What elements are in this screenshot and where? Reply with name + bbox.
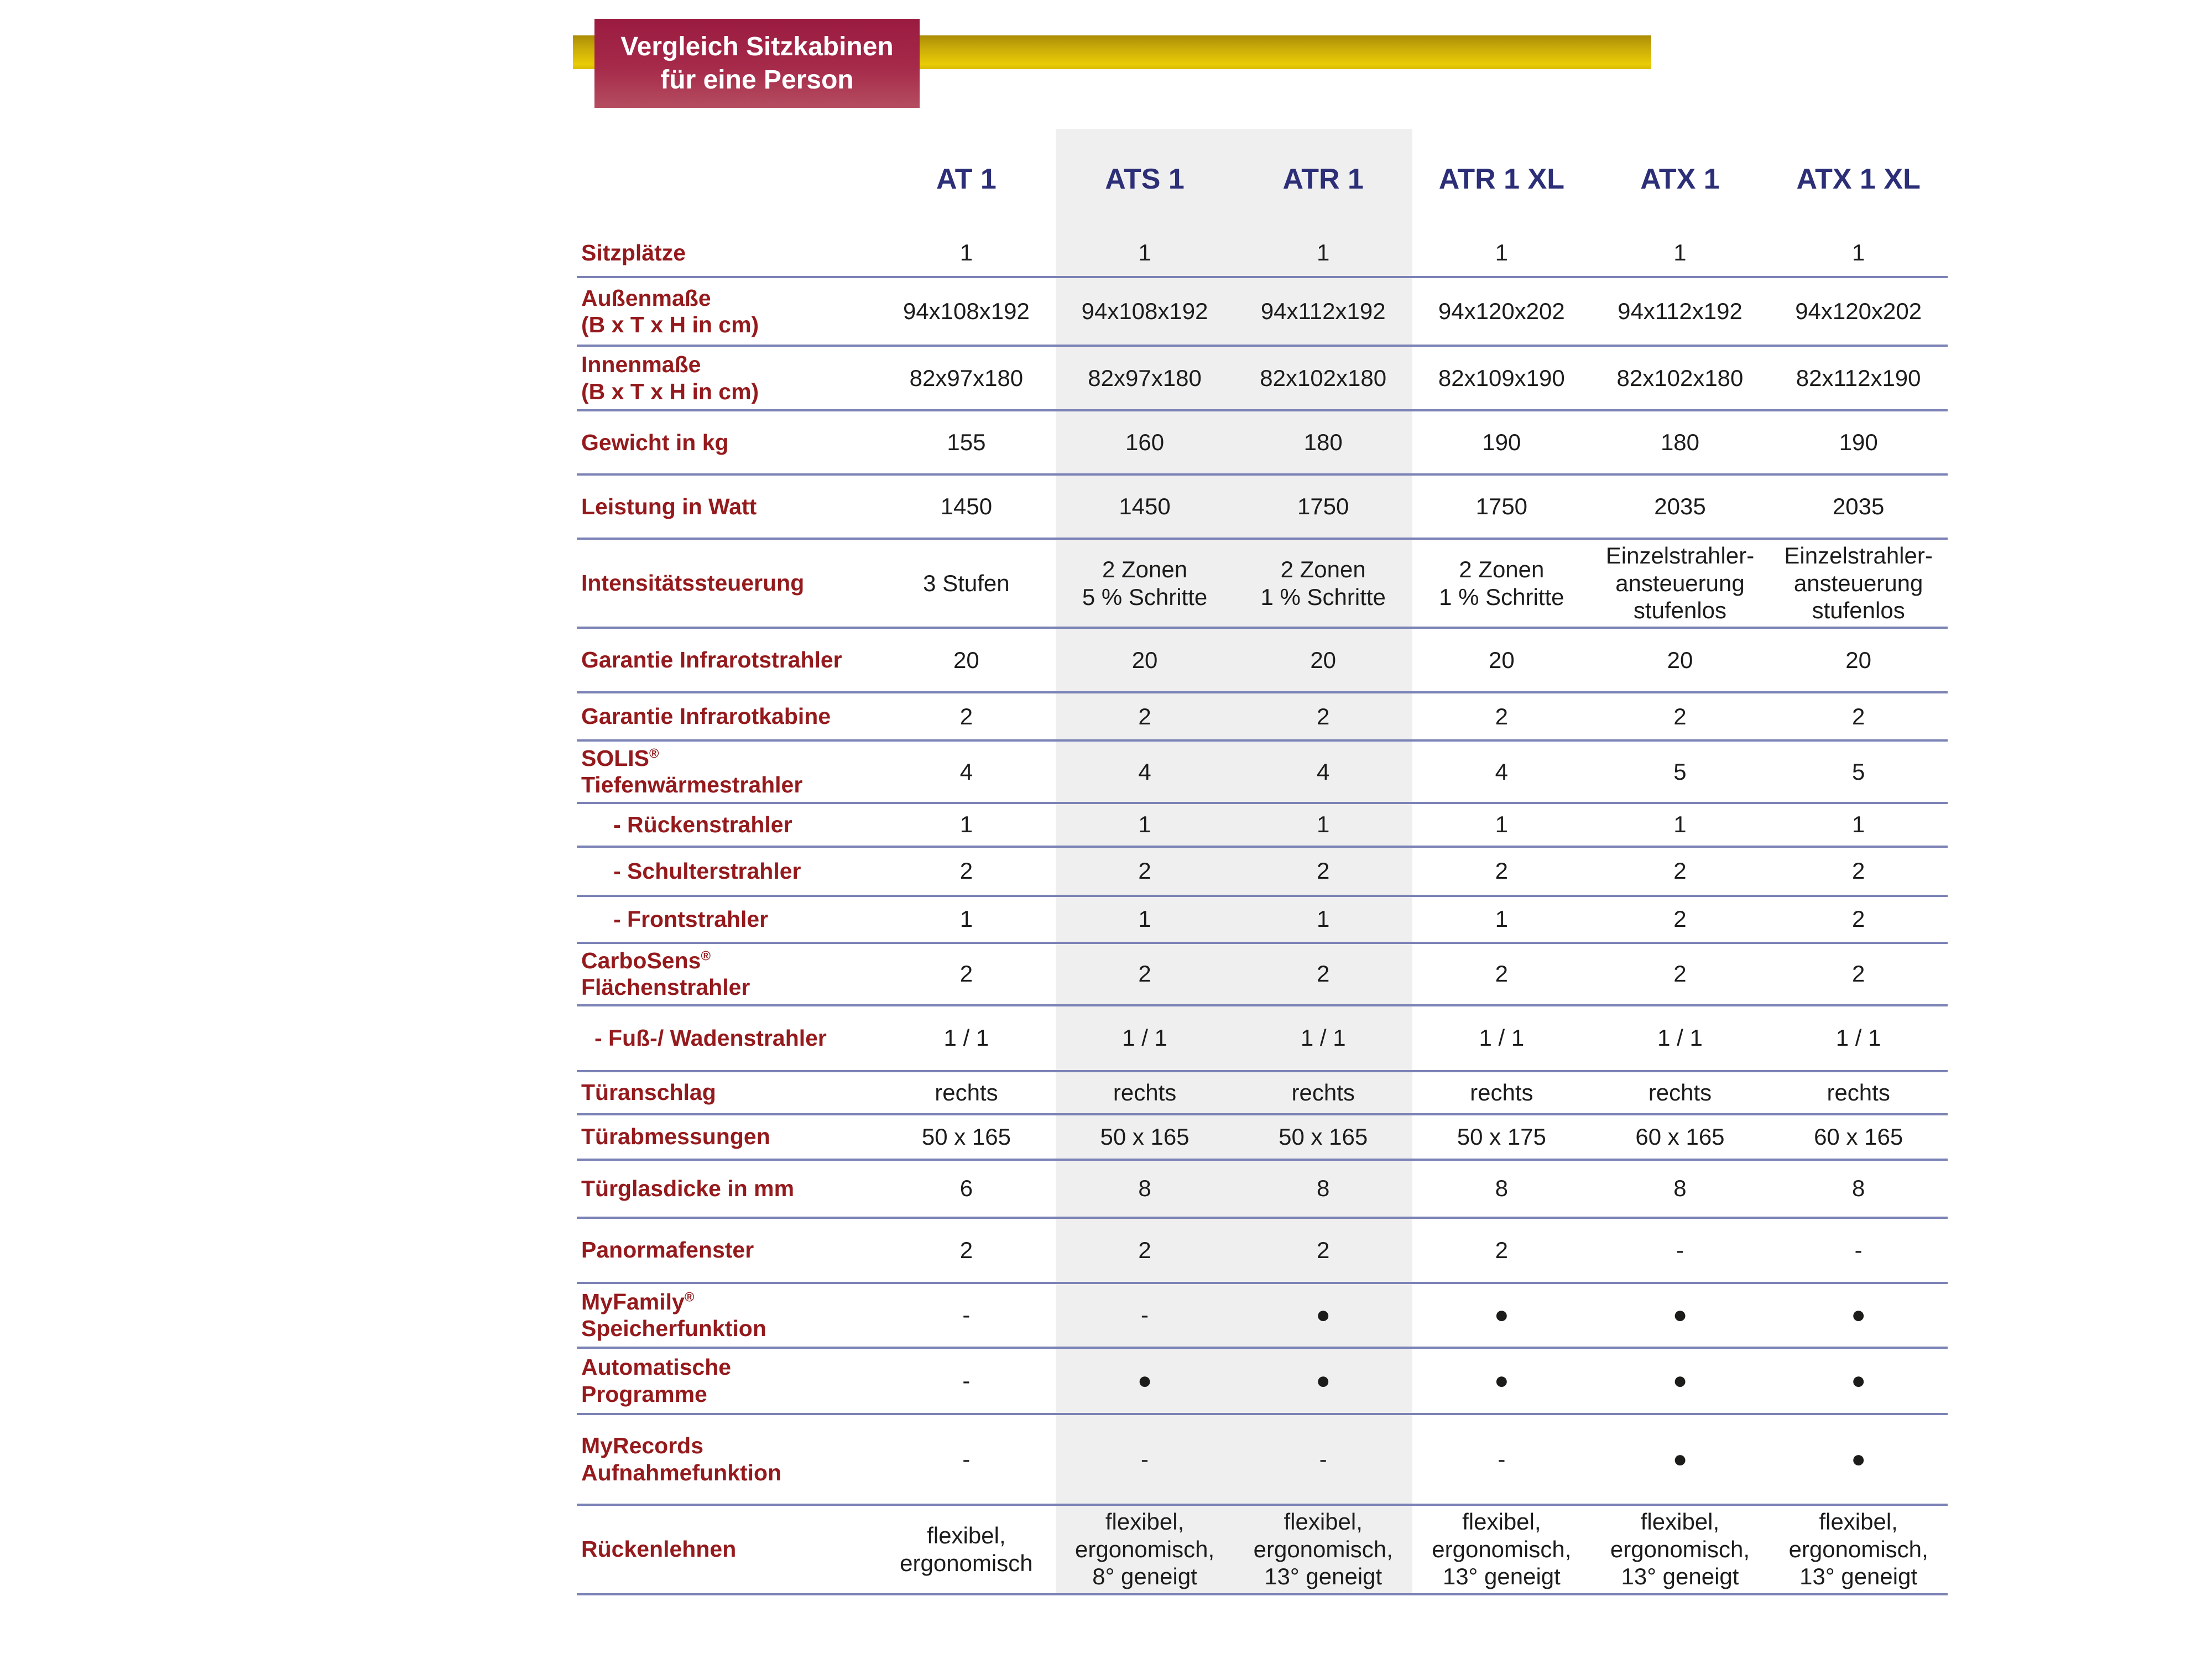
cell-atx1xl: flexibel, ergonomisch, 13° geneigt bbox=[1788, 1509, 1928, 1590]
cell-atr1xl: 2 Zonen 1 % Schritte bbox=[1439, 556, 1564, 610]
cell-at1: 1 / 1 bbox=[943, 1025, 989, 1051]
cell-atx1: 2 bbox=[1673, 858, 1687, 884]
cell-atr1xl: ● bbox=[1494, 1366, 1509, 1394]
cell-atx1xl: 1 bbox=[1851, 239, 1865, 266]
row-label: Garantie Infrarotstrahler bbox=[577, 628, 877, 692]
cell-atx1: 2 bbox=[1673, 703, 1687, 729]
cell-atx1xl: 2 bbox=[1851, 961, 1865, 987]
cell-at1: flexibel, ergonomisch bbox=[900, 1522, 1033, 1576]
cell-atx1xl: 2 bbox=[1851, 703, 1865, 729]
title-box bbox=[594, 19, 920, 108]
table-row bbox=[577, 474, 1948, 539]
table-row bbox=[577, 1283, 1948, 1348]
row-label: MyFamily® Speicherfunktion bbox=[577, 1283, 877, 1348]
cell-atr1xl: 1 bbox=[1495, 906, 1509, 932]
cell-atx1: 8 bbox=[1673, 1175, 1687, 1202]
cell-at1: 6 bbox=[959, 1175, 973, 1202]
cell-at1: 2 bbox=[959, 961, 973, 987]
row-label: Türanschlag bbox=[577, 1071, 877, 1114]
cell-atr1: 2 bbox=[1234, 847, 1412, 896]
cell-atr1xl: 190 bbox=[1482, 429, 1521, 456]
row-label: Gewicht in kg bbox=[577, 410, 877, 474]
cell-ats1: 1 bbox=[1056, 803, 1234, 847]
cell-atr1: 4 bbox=[1234, 740, 1412, 803]
cell-atx1: 180 bbox=[1660, 429, 1700, 456]
cell-at1: 20 bbox=[953, 646, 979, 673]
row-label: Außenmaße (B x T x H in cm) bbox=[577, 277, 877, 346]
row-label: Leistung in Watt bbox=[577, 474, 877, 539]
cell-at1: 1 bbox=[959, 239, 973, 266]
row-label: Türglasdicke in mm bbox=[577, 1160, 877, 1218]
cell-atx1xl: ● bbox=[1851, 1366, 1866, 1394]
table-row bbox=[577, 410, 1948, 474]
row-label: Intensitätssteuerung bbox=[577, 539, 877, 628]
cell-atx1xl: rechts bbox=[1827, 1079, 1890, 1105]
cell-atx1xl: Einzelstrahler- ansteuerung stufenlos bbox=[1784, 542, 1933, 624]
cell-atr1xl: 1 bbox=[1495, 239, 1509, 266]
cell-atr1xl: ● bbox=[1494, 1301, 1509, 1329]
cell-atx1: ● bbox=[1672, 1445, 1688, 1473]
cell-atr1xl: 50 x 175 bbox=[1457, 1123, 1546, 1150]
cell-atx1: 2 bbox=[1673, 906, 1687, 932]
cell-atx1xl: 82x112x190 bbox=[1796, 364, 1921, 391]
header-spacer bbox=[577, 129, 877, 229]
table-row bbox=[577, 1160, 1948, 1218]
cell-ats1: 1 bbox=[1056, 896, 1234, 943]
cell-atr1xl: - bbox=[1498, 1446, 1506, 1472]
cell-at1: - bbox=[962, 1302, 971, 1328]
cell-atr1: 2 bbox=[1234, 1218, 1412, 1283]
row-label: - Fuß-/ Wadenstrahler bbox=[577, 1005, 877, 1071]
cell-ats1: 2 bbox=[1056, 847, 1234, 896]
cell-atx1: flexibel, ergonomisch, 13° geneigt bbox=[1610, 1509, 1750, 1590]
cell-ats1: 160 bbox=[1056, 410, 1234, 474]
cell-atr1: 1750 bbox=[1234, 474, 1412, 539]
table-row bbox=[577, 229, 1948, 277]
cell-atr1: ● bbox=[1234, 1348, 1412, 1414]
comparison-table bbox=[577, 129, 1948, 1595]
cell-atx1: 1 / 1 bbox=[1657, 1025, 1703, 1051]
cell-atr1xl: rechts bbox=[1470, 1079, 1533, 1105]
column-header-atr1xl: ATR 1 XL bbox=[1438, 163, 1564, 195]
cell-atr1: 94x112x192 bbox=[1234, 277, 1412, 346]
cell-atr1: 2 bbox=[1234, 943, 1412, 1005]
cell-at1: 155 bbox=[947, 429, 986, 456]
cell-ats1: 1450 bbox=[1056, 474, 1234, 539]
cell-atx1xl: - bbox=[1854, 1237, 1863, 1263]
cell-atr1: 1 bbox=[1234, 229, 1412, 277]
cell-at1: 82x97x180 bbox=[909, 364, 1024, 391]
cell-atx1: 82x102x180 bbox=[1616, 364, 1744, 391]
cell-atr1: - bbox=[1234, 1414, 1412, 1505]
cell-atx1: 2035 bbox=[1654, 493, 1706, 520]
cell-atx1: - bbox=[1676, 1237, 1684, 1263]
table-row bbox=[577, 1005, 1948, 1071]
table-row bbox=[577, 740, 1948, 803]
cell-atx1xl: ● bbox=[1851, 1445, 1866, 1473]
row-label: Innenmaße (B x T x H in cm) bbox=[577, 346, 877, 410]
table-row bbox=[577, 692, 1948, 740]
cell-at1: 1 bbox=[959, 811, 973, 838]
cell-at1: - bbox=[962, 1367, 971, 1394]
cell-ats1: 8 bbox=[1056, 1160, 1234, 1218]
cell-atr1xl: flexibel, ergonomisch, 13° geneigt bbox=[1432, 1509, 1572, 1590]
cell-at1: 2 bbox=[959, 1237, 973, 1263]
column-header-atr1: ATR 1 bbox=[1234, 129, 1412, 229]
cell-atr1: flexibel, ergonomisch, 13° geneigt bbox=[1234, 1505, 1412, 1594]
table-row bbox=[577, 803, 1948, 847]
cell-atx1xl: 8 bbox=[1851, 1175, 1865, 1202]
column-header-ats1: ATS 1 bbox=[1056, 129, 1234, 229]
cell-atx1: ● bbox=[1672, 1301, 1688, 1329]
cell-atx1xl: 2 bbox=[1851, 858, 1865, 884]
cell-atx1xl: 94x120x202 bbox=[1795, 298, 1922, 325]
table-row bbox=[577, 847, 1948, 896]
cell-atx1: 20 bbox=[1667, 646, 1693, 673]
row-label: - Rückenstrahler bbox=[577, 803, 877, 847]
cell-at1: 1450 bbox=[940, 493, 993, 520]
cell-atx1: 1 bbox=[1673, 811, 1687, 838]
cell-atx1xl: 2035 bbox=[1832, 493, 1885, 520]
table-row bbox=[577, 277, 1948, 346]
cell-ats1: - bbox=[1056, 1283, 1234, 1348]
cell-at1: 1 bbox=[959, 906, 973, 932]
cell-atr1xl: 8 bbox=[1495, 1175, 1509, 1202]
cell-ats1: 94x108x192 bbox=[1056, 277, 1234, 346]
table-row bbox=[577, 539, 1948, 628]
cell-ats1: ● bbox=[1056, 1348, 1234, 1414]
cell-ats1: rechts bbox=[1056, 1071, 1234, 1114]
row-label: - Frontstrahler bbox=[577, 896, 877, 943]
cell-atr1: 2 bbox=[1234, 692, 1412, 740]
table-row bbox=[577, 1071, 1948, 1114]
cell-atx1: 94x112x192 bbox=[1618, 298, 1743, 325]
row-label: Automatische Programme bbox=[577, 1348, 877, 1414]
cell-atx1xl: 2 bbox=[1851, 906, 1865, 932]
cell-at1: rechts bbox=[935, 1079, 998, 1105]
cell-atx1: Einzelstrahler- ansteuerung stufenlos bbox=[1605, 542, 1755, 624]
table-row bbox=[577, 943, 1948, 1005]
cell-atx1: 60 x 165 bbox=[1635, 1123, 1725, 1150]
page-title-line-2: für eine Person bbox=[660, 65, 854, 95]
cell-atr1: 20 bbox=[1234, 628, 1412, 692]
cell-ats1: 2 Zonen 5 % Schritte bbox=[1056, 539, 1234, 628]
cell-atr1xl: 2 bbox=[1495, 1237, 1509, 1263]
cell-at1: 4 bbox=[959, 758, 973, 785]
cell-ats1: - bbox=[1056, 1414, 1234, 1505]
cell-atx1xl: 1 / 1 bbox=[1835, 1025, 1881, 1051]
cell-ats1: 82x97x180 bbox=[1056, 346, 1234, 410]
cell-atr1xl: 1750 bbox=[1475, 493, 1528, 520]
row-label: Rückenlehnen bbox=[577, 1505, 877, 1594]
cell-at1: 50 x 165 bbox=[921, 1123, 1011, 1150]
cell-atx1xl: 20 bbox=[1845, 646, 1871, 673]
cell-atx1xl: 190 bbox=[1839, 429, 1878, 456]
cell-atx1xl: 5 bbox=[1851, 758, 1865, 785]
cell-atx1: rechts bbox=[1648, 1079, 1712, 1105]
column-header-atx1: ATX 1 bbox=[1640, 163, 1720, 195]
cell-ats1: 1 / 1 bbox=[1056, 1005, 1234, 1071]
cell-atx1: ● bbox=[1672, 1366, 1688, 1394]
table-row bbox=[577, 1218, 1948, 1283]
cell-ats1: 20 bbox=[1056, 628, 1234, 692]
table-row bbox=[577, 346, 1948, 410]
cell-atx1xl: 60 x 165 bbox=[1814, 1123, 1903, 1150]
cell-atr1: 50 x 165 bbox=[1234, 1114, 1412, 1160]
cell-atx1: 2 bbox=[1673, 961, 1687, 987]
row-label: Sitzplätze bbox=[577, 229, 877, 277]
cell-atx1: 5 bbox=[1673, 758, 1687, 785]
cell-atr1xl: 1 bbox=[1495, 811, 1509, 838]
row-label: - Schulterstrahler bbox=[577, 847, 877, 896]
column-header-row bbox=[577, 129, 1948, 229]
column-header-atx1xl: ATX 1 XL bbox=[1796, 163, 1921, 195]
cell-atr1: 1 bbox=[1234, 896, 1412, 943]
table-row bbox=[577, 1505, 1948, 1594]
cell-atr1xl: 2 bbox=[1495, 703, 1509, 729]
cell-atr1: 1 / 1 bbox=[1234, 1005, 1412, 1071]
row-label: SOLIS® Tiefenwärmestrahler bbox=[577, 740, 877, 803]
cell-atr1: 1 bbox=[1234, 803, 1412, 847]
table-row bbox=[577, 628, 1948, 692]
cell-atr1xl: 82x109x190 bbox=[1438, 364, 1565, 391]
cell-ats1: flexibel, ergonomisch, 8° geneigt bbox=[1056, 1505, 1234, 1594]
cell-at1: 94x108x192 bbox=[902, 298, 1030, 325]
cell-atx1xl: 1 bbox=[1851, 811, 1865, 838]
row-label: Panormafenster bbox=[577, 1218, 877, 1283]
cell-ats1: 2 bbox=[1056, 692, 1234, 740]
cell-atr1: 180 bbox=[1234, 410, 1412, 474]
column-header-at1: AT 1 bbox=[936, 163, 997, 195]
table-row bbox=[577, 1114, 1948, 1160]
table-row bbox=[577, 1414, 1948, 1505]
cell-ats1: 2 bbox=[1056, 943, 1234, 1005]
cell-atr1: ● bbox=[1234, 1283, 1412, 1348]
cell-atr1xl: 4 bbox=[1495, 758, 1509, 785]
cell-ats1: 2 bbox=[1056, 1218, 1234, 1283]
row-label: Garantie Infrarotkabine bbox=[577, 692, 877, 740]
cell-at1: - bbox=[962, 1446, 971, 1472]
page-title-line-1: Vergleich Sitzkabinen bbox=[620, 32, 894, 61]
cell-atx1: 1 bbox=[1673, 239, 1687, 266]
cell-ats1: 50 x 165 bbox=[1056, 1114, 1234, 1160]
cell-atr1: 8 bbox=[1234, 1160, 1412, 1218]
cell-at1: 2 bbox=[959, 703, 973, 729]
cell-atr1xl: 20 bbox=[1488, 646, 1515, 673]
row-label: CarboSens® Flächenstrahler bbox=[577, 943, 877, 1005]
cell-at1: 2 bbox=[959, 858, 973, 884]
cell-atr1: 2 Zonen 1 % Schritte bbox=[1234, 539, 1412, 628]
cell-atr1: 82x102x180 bbox=[1234, 346, 1412, 410]
cell-atx1xl: ● bbox=[1851, 1301, 1866, 1329]
cell-atr1xl: 2 bbox=[1495, 858, 1509, 884]
table-row bbox=[577, 1348, 1948, 1414]
row-label: Türabmessungen bbox=[577, 1114, 877, 1160]
row-label: MyRecords Aufnahmefunktion bbox=[577, 1414, 877, 1505]
cell-at1: 3 Stufen bbox=[923, 570, 1010, 596]
table-row bbox=[577, 896, 1948, 943]
cell-atr1xl: 2 bbox=[1495, 961, 1509, 987]
cell-atr1: rechts bbox=[1234, 1071, 1412, 1114]
cell-ats1: 4 bbox=[1056, 740, 1234, 803]
cell-atr1xl: 94x120x202 bbox=[1438, 298, 1565, 325]
cell-atr1xl: 1 / 1 bbox=[1479, 1025, 1525, 1051]
cell-ats1: 1 bbox=[1056, 229, 1234, 277]
